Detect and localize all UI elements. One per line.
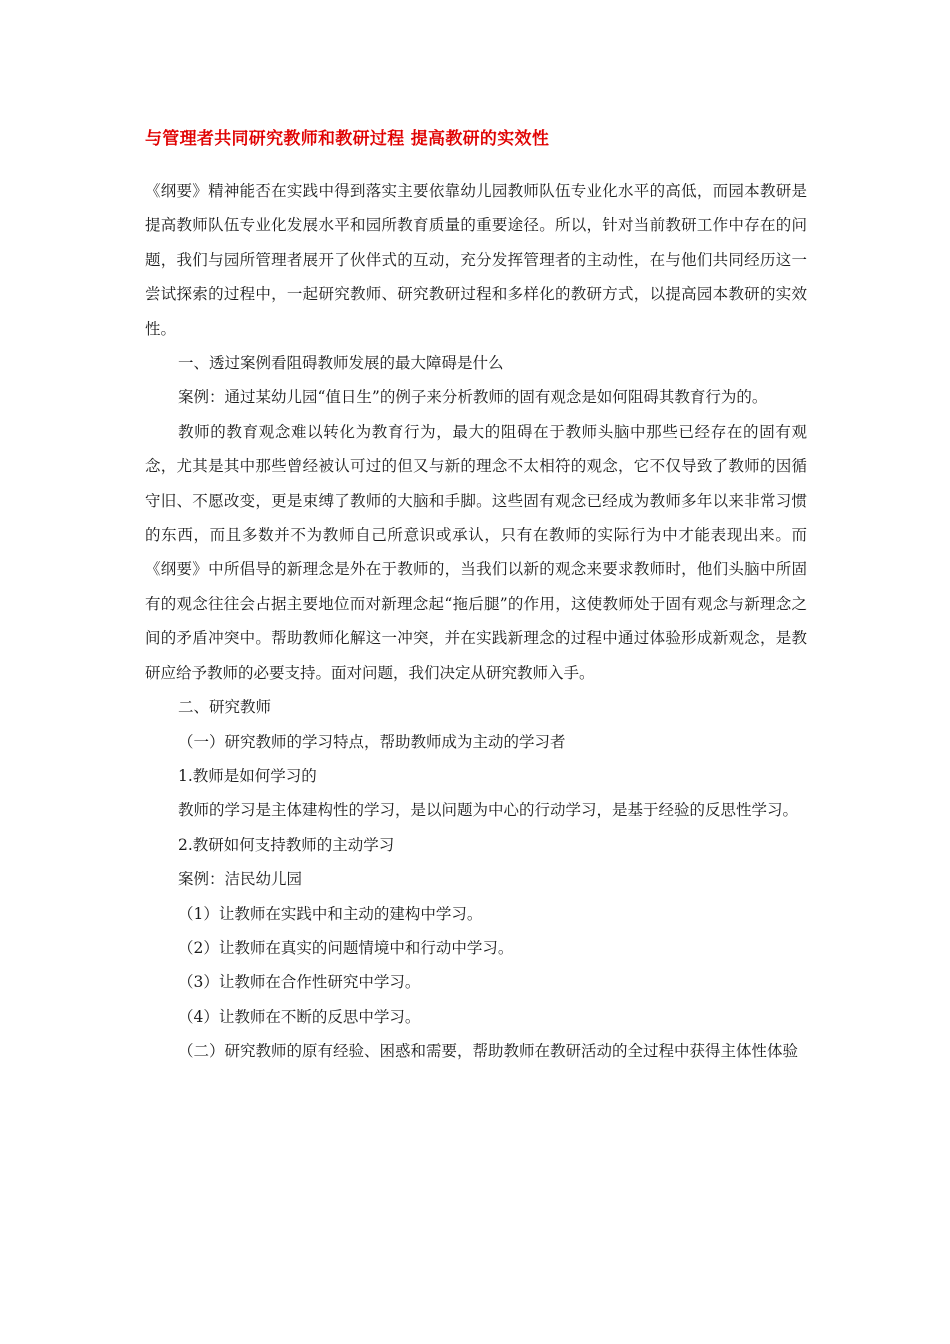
document-title: 与管理者共同研究教师和教研过程 提高教研的实效性: [145, 129, 550, 149]
item-heading-2: 2.教研如何支持教师的主动学习: [178, 835, 395, 854]
subsection-heading-2: （二）研究教师的原有经验、困惑和需要，帮助教师在教研活动的全过程中获得主体性体验: [178, 1042, 799, 1061]
analysis-paragraph: 教师的教育观念难以转化为教育行为，最大的阻碍在于教师头脑中那些已经存在的固有观念，尤其是其中那些曾经被认可过的但又与新的理念不太相符的观念，它不仅导致了教师的因循守旧、不愿改变，更是束缚了教师的大脑和手脚。这些固有观念已经成为教师多年以来非常习惯的东西，而且多数并不为教师自己所意识或承认，只有在教师的实际行为中才能表现出来。而《纲要》中所倡导的新理念是外在于教师的，当我们以新的观念来要求教师时，他们头脑中所固有的观念往往会占据主要地位而对新理念起“拖后腿”的作用，这使教师处于固有观念与新理念之间的矛盾冲突中。帮助教师化解这一冲突，并在实践新理念的过程中通过体验形成新观念，是教研应给予教师的必要支持。面对问题，我们决定从研究教师入手。: [145, 422, 807, 682]
document-body: [145, 174, 807, 1069]
section-heading-2: 二、研究教师: [178, 698, 272, 717]
section-heading-1: 一、透过案例看阻碍教师发展的最大障碍是什么: [178, 354, 504, 373]
list-item: （2）让教师在真实的问题情境中和行动中学习。: [178, 938, 514, 957]
learning-paragraph: 教师的学习是主体建构性的学习，是以问题为中心的行动学习，是基于经验的反思性学习。: [178, 801, 799, 820]
list-item: （4）让教师在不断的反思中学习。: [178, 1007, 421, 1026]
case-paragraph: 案例：通过某幼儿园“值日生”的例子来分析教师的固有观念是如何阻碍其教育行为的。: [178, 388, 768, 407]
intro-paragraph: 《纲要》精神能否在实践中得到落实主要依靠幼儿园教师队伍专业化水平的高低，而园本教研是提高教师队伍专业化发展水平和园所教育质量的重要途径。所以，针对当前教研工作中存在的问题，我们与园所管理者展开了伙伴式的互动，充分发挥管理者的主动性，在与他们共同经历这一尝试探索的过程中，一起研究教师、研究教研过程和多样化的教研方式，以提高园本教研的实效性。: [145, 182, 807, 338]
list-item: （1）让教师在实践中和主动的建构中学习。: [178, 904, 483, 923]
subsection-heading-1: （一）研究教师的学习特点，帮助教师成为主动的学习者: [178, 732, 566, 751]
item-heading-1: 1.教师是如何学习的: [178, 766, 317, 785]
case-label: 案例：洁民幼儿园: [178, 870, 303, 889]
list-item: （3）让教师在合作性研究中学习。: [178, 973, 421, 992]
